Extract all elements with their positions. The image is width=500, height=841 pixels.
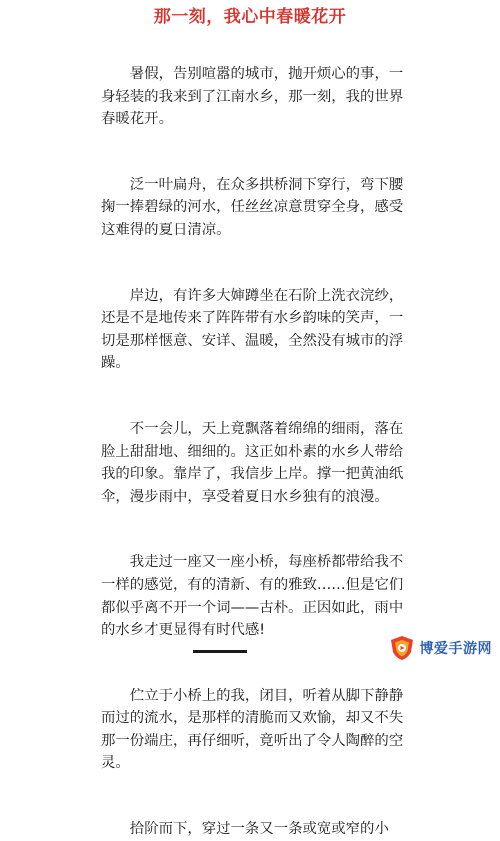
article-title: 那一刻，我心中春暖花开 <box>153 7 347 27</box>
paragraph-2: 泛一叶扁舟，在众多拱桥洞下穿行，弯下腰掬一捧碧绿的河水，任丝丝凉意贯穿全身，感受这难得的夏日清凉。 <box>101 176 404 238</box>
paragraph-4: 不一会儿，天上竟飘落着绵绵的细雨，落在脸上甜甜地、细细的。这正如朴素的水乡人带给我的印象。靠岸了，我信步上岸。撑一把黄油纸伞，漫步雨中，享受着夏日水乡独有的浪漫。 <box>101 420 404 505</box>
overlay-stroke <box>193 650 247 653</box>
paragraph-5: 我走过一座又一座小桥，每座桥都带给我不一样的感觉，有的清新、有的雅致……但是它们都似乎离不开一个词——古朴。正因如此，雨中的水乡才更显得有时代感! <box>101 554 404 639</box>
article-body <box>101 63 406 841</box>
shield-game-logo-icon <box>388 634 416 662</box>
watermark-text: 博爱手游网 <box>419 641 492 657</box>
paragraph-6: 伫立于小桥上的我，闭目，听着从脚下静静而过的流水，是那样的清脆而又欢愉，却又不失那一份端庄，再仔细听，竟听出了令人陶醉的空灵。 <box>101 687 404 772</box>
paragraph-3: 岸边，有许多大婶蹲坐在石阶上洗衣浣纱，还是不是地传来了阵阵带有水乡韵味的笑声，一切是那样惬意、安详、温暖，全然没有城市的浮躁。 <box>101 287 404 372</box>
paragraph-7: 拾阶而下，穿过一条又一条或宽或窄的小 <box>129 821 389 838</box>
paragraph-1: 暑假，告别喧嚣的城市，抛开烦心的事，一身轻装的我来到了江南水乡，那一刻，我的世界春暖花开。 <box>101 66 404 128</box>
site-watermark[interactable] <box>385 631 499 665</box>
